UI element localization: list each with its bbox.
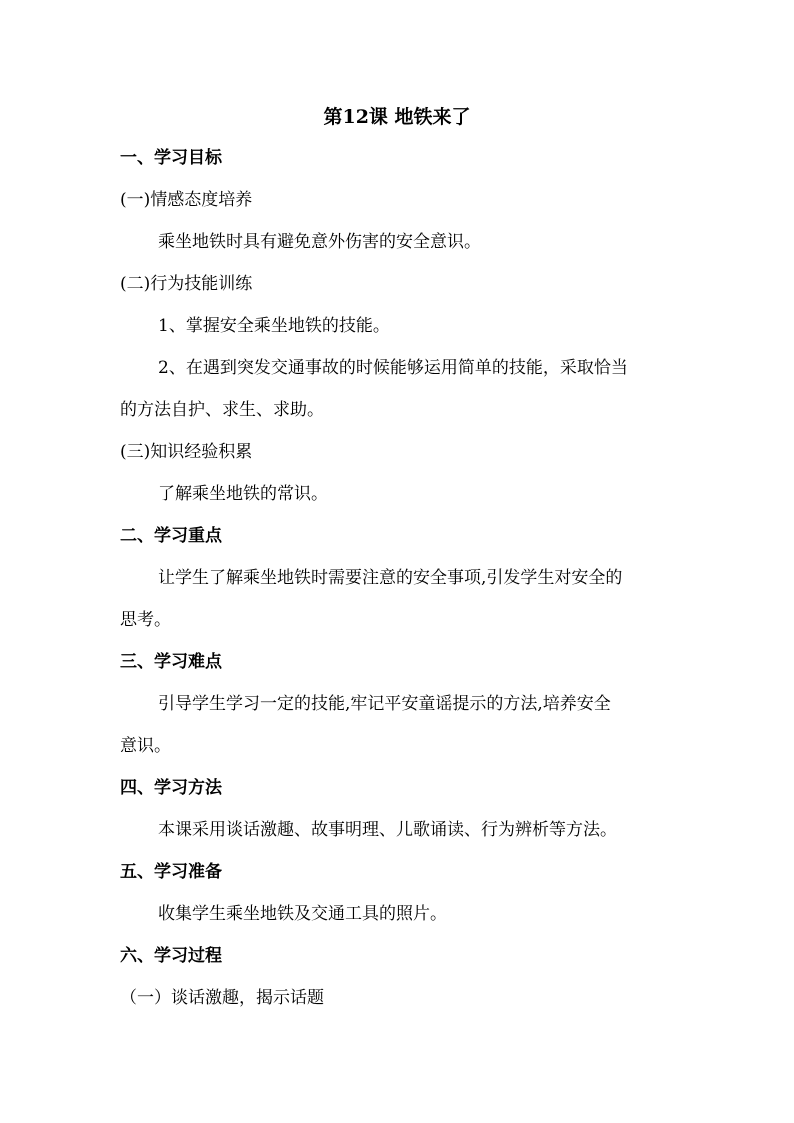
- paragraph-continuation: 的方法自护、求生、求助。: [120, 400, 324, 420]
- section-heading-goals: 一、学习目标: [120, 148, 222, 168]
- section-heading-methods: 四、学习方法: [120, 778, 222, 798]
- paragraph: 收集学生乘坐地铁及交通工具的照片。: [158, 904, 447, 924]
- paragraph-continuation: 思考。: [120, 610, 171, 630]
- subheading-attitude: (一)情感态度培养: [120, 190, 253, 210]
- section-heading-process: 六、学习过程: [120, 946, 222, 966]
- paragraph: 本课采用谈话激趣、故事明理、儿歌诵读、行为辨析等方法。: [158, 820, 617, 840]
- paragraph: 2、在遇到突发交通事故的时候能够运用简单的技能，采取恰当: [158, 358, 628, 378]
- subheading-skills: (二)行为技能训练: [120, 274, 253, 294]
- subheading-process-step-1: （一）谈话激趣，揭示话题: [120, 988, 324, 1008]
- paragraph: 了解乘坐地铁的常识。: [158, 484, 328, 504]
- section-heading-difficulties: 三、学习难点: [120, 652, 222, 672]
- section-heading-key-points: 二、学习重点: [120, 526, 222, 546]
- paragraph: 乘坐地铁时具有避免意外伤害的安全意识。: [158, 232, 481, 252]
- page-title: 第12课 地铁来了: [323, 106, 471, 128]
- paragraph: 引导学生学习一定的技能,牢记平安童谣提示的方法,培养安全: [158, 694, 611, 714]
- section-heading-preparation: 五、学习准备: [120, 862, 222, 882]
- paragraph-continuation: 意识。: [120, 736, 171, 756]
- paragraph: 1、掌握安全乘坐地铁的技能。: [158, 316, 390, 336]
- subheading-knowledge: (三)知识经验积累: [120, 442, 253, 462]
- paragraph: 让学生了解乘坐地铁时需要注意的安全事项,引发学生对安全的: [158, 568, 623, 588]
